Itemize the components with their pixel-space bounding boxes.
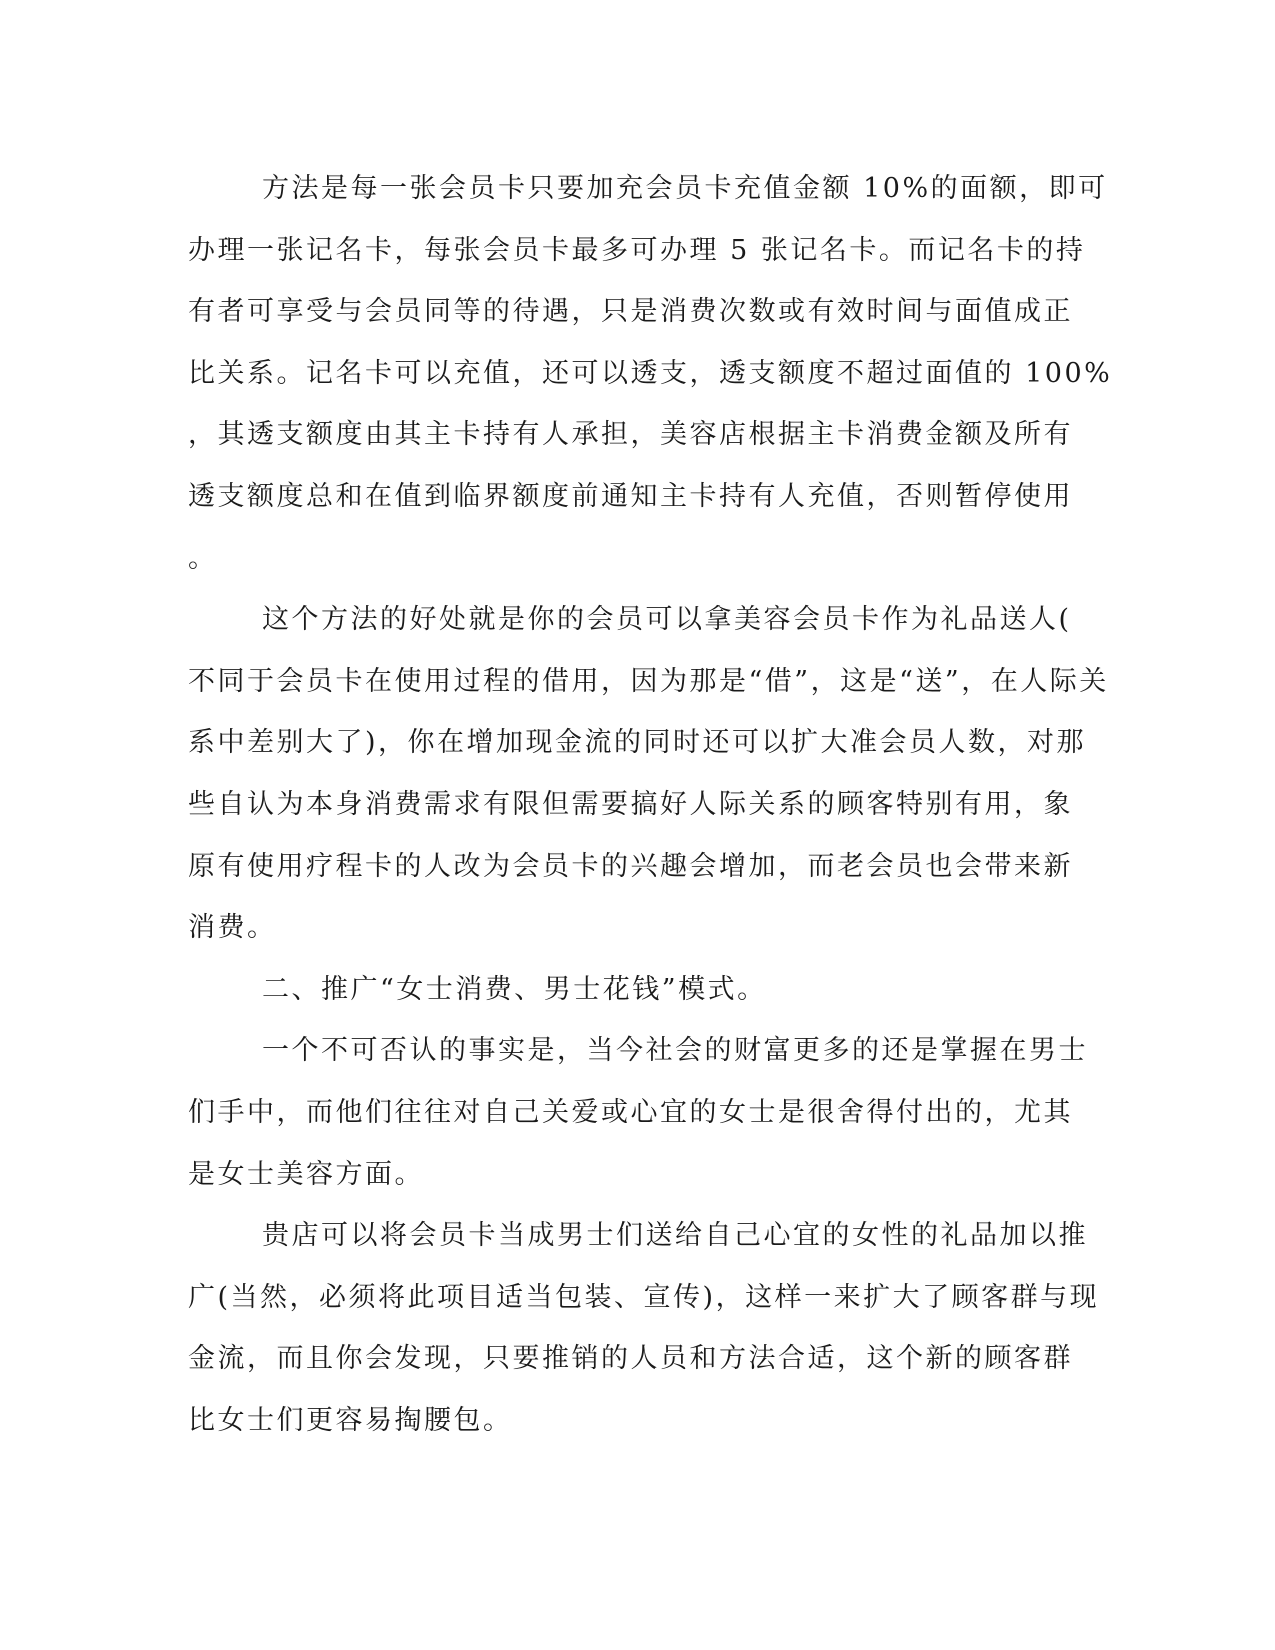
text-line: 不同于会员卡在使用过程的借用，因为那是“借”，这是“送”，在人际关	[188, 665, 1109, 697]
text-line: ，其透支额度由其主卡持有人承担，美容店根据主卡消费金额及所有	[188, 419, 1073, 451]
text-line: 们手中，而他们往往对自己关爱或心宜的女士是很舍得付出的，尤其	[188, 1096, 1073, 1128]
paragraph-benefits	[188, 589, 1109, 959]
text-line: 。	[188, 542, 218, 574]
text-line: 原有使用疗程卡的人改为会员卡的兴趣会增加，而老会员也会带来新	[188, 850, 1073, 882]
text-line: 是女士美容方面。	[188, 1158, 424, 1190]
section-heading: 二、推广“女士消费、男士花钱”模式。	[262, 973, 767, 1005]
text-line: 些自认为本身消费需求有限但需要搞好人际关系的顾客特别有用，象	[188, 788, 1073, 820]
text-line: 一个不可否认的事实是，当今社会的财富更多的还是掌握在男士	[262, 1035, 1088, 1067]
text-line: 这个方法的好处就是你的会员可以拿美容会员卡作为礼品送人(	[262, 604, 1072, 636]
text-line: 办理一张记名卡，每张会员卡最多可办理 5 张记名卡。而记名卡的持	[188, 234, 1086, 266]
text-line: 广(当然，必须将此项目适当包装、宣传)，这样一来扩大了顾客群与现	[188, 1281, 1100, 1313]
text-line: 有者可享受与会员同等的待遇，只是消费次数或有效时间与面值成正	[188, 296, 1073, 328]
text-line: 比关系。记名卡可以充值，还可以透支，透支额度不超过面值的 100%	[188, 357, 1113, 389]
text-line: 消费。	[188, 912, 277, 944]
text-line: 贵店可以将会员卡当成男士们送给自己心宜的女性的礼品加以推	[262, 1220, 1088, 1252]
text-line: 方法是每一张会员卡只要加充会员卡充值金额 10%的面额，即可	[262, 173, 1108, 204]
text-line: 金流，而且你会发现，只要推销的人员和方法合适，这个新的顾客群	[188, 1343, 1073, 1375]
text-line: 系中差别大了)，你在增加现金流的同时还可以扩大准会员人数，对那	[188, 727, 1087, 759]
text-line: 透支额度总和在值到临界额度前通知主卡持有人充值，否则暂停使用	[188, 480, 1073, 512]
text-line: 比女士们更容易掏腰包。	[188, 1404, 513, 1436]
section-heading-two	[188, 959, 1088, 1021]
document-body	[188, 158, 1113, 1451]
paragraph-promotion	[188, 1205, 1100, 1451]
paragraph-fact	[188, 1020, 1088, 1205]
paragraph-membership-card-method	[188, 158, 1113, 589]
